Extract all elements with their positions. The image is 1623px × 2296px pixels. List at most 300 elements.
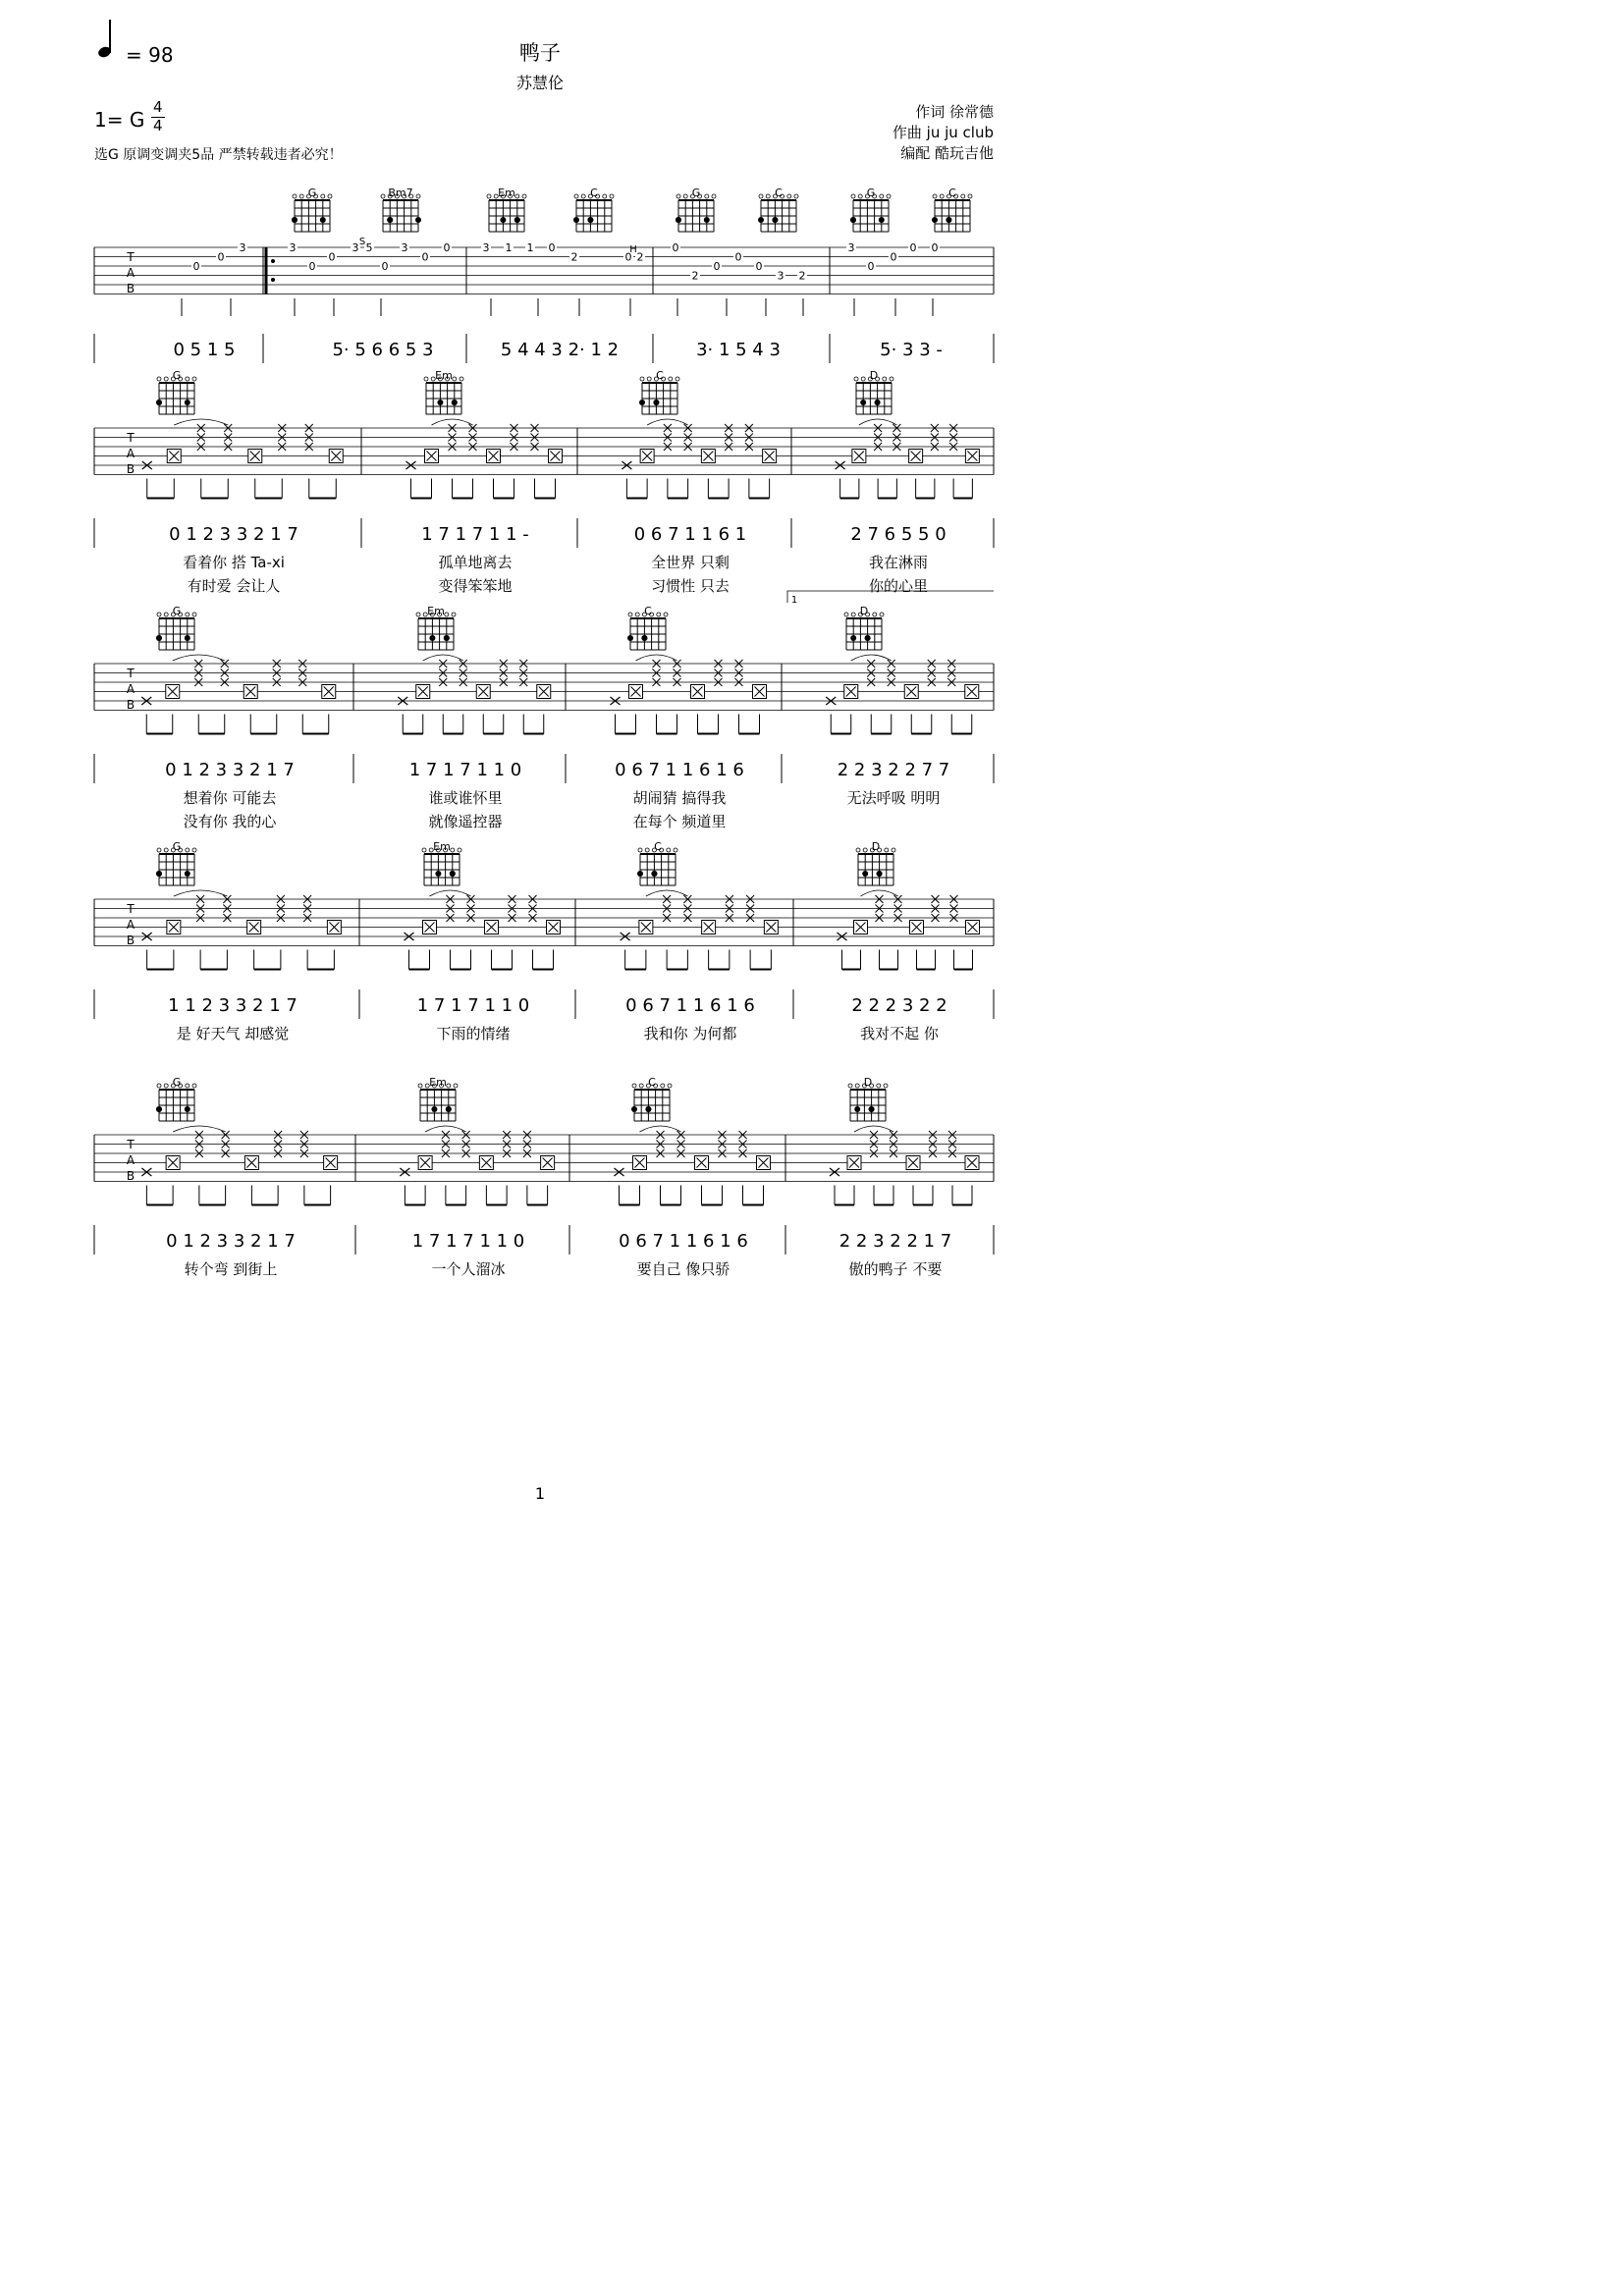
open-string-marker — [164, 1084, 168, 1088]
open-string-marker — [933, 194, 937, 198]
open-string-marker — [458, 848, 461, 852]
lyricist: 作词 徐常德 — [915, 103, 994, 121]
finger-dot — [946, 217, 951, 223]
finger-dot — [500, 217, 506, 223]
tie-arc — [174, 419, 228, 425]
fret-number: 2 — [636, 250, 644, 264]
chord-diagram-G — [850, 187, 891, 232]
chord-name: Em — [433, 840, 451, 853]
open-string-marker — [645, 848, 649, 852]
finger-dot — [415, 217, 421, 223]
fret-number: 0 — [734, 250, 742, 264]
open-string-marker — [668, 1084, 672, 1088]
chord-name: D — [869, 369, 879, 382]
fret-number: 1 — [505, 241, 513, 254]
lyric-line-1: 孤单地离去 — [438, 554, 513, 571]
credits — [893, 102, 994, 164]
chord-name: G — [172, 605, 182, 617]
open-string-marker — [581, 194, 585, 198]
numbered-notation: 3· 1 5 4 3 — [696, 340, 781, 360]
finger-dot — [437, 400, 443, 405]
open-string-marker — [164, 848, 168, 852]
chord-diagram-C — [758, 187, 798, 232]
finger-dot — [429, 635, 435, 641]
open-string-marker — [515, 194, 519, 198]
lyric-line-1: 傲的鸭子 不要 — [848, 1260, 943, 1278]
chord-name: Bm7 — [388, 187, 413, 199]
numbered-notation: 0 5 1 5 — [173, 340, 236, 360]
finger-dot — [641, 635, 647, 641]
open-string-marker — [293, 194, 297, 198]
chord-diagram-G — [156, 1076, 196, 1121]
open-string-marker — [961, 194, 965, 198]
chord-name: G — [866, 187, 876, 199]
finger-dot — [875, 400, 881, 405]
open-string-marker — [669, 377, 673, 381]
numbered-notation: 1 7 1 7 1 1 - — [421, 524, 529, 545]
open-string-marker — [192, 848, 196, 852]
fret-number: 5 — [365, 241, 373, 254]
lyric-line-1: 想着你 可能去 — [183, 789, 277, 807]
chord-name: C — [590, 187, 598, 199]
open-string-marker — [164, 613, 168, 616]
tab-clef-letter: T — [127, 1138, 135, 1151]
tie-arc — [174, 890, 228, 896]
chord-name: Em — [427, 605, 445, 617]
chord-name: C — [648, 1076, 656, 1089]
open-string-marker — [460, 377, 463, 381]
fret-number: 0 — [867, 260, 875, 273]
numbered-notation: 5· 5 6 6 5 3 — [332, 340, 434, 360]
fret-number: 3 — [847, 241, 855, 254]
chord-name: C — [775, 187, 783, 199]
open-string-marker — [628, 613, 632, 616]
chord-name: C — [644, 605, 652, 617]
numbered-notation: 1 1 2 3 3 2 1 7 — [168, 995, 298, 1016]
tab-clef-letter: A — [126, 447, 135, 460]
finger-dot — [185, 1106, 190, 1112]
open-string-marker — [452, 613, 456, 616]
open-string-marker — [422, 848, 426, 852]
open-string-marker — [453, 377, 457, 381]
numbered-notation: 0 6 7 1 1 6 1 6 — [619, 1231, 748, 1252]
numbered-notation: 0 6 7 1 1 6 1 — [633, 524, 747, 545]
open-string-marker — [887, 194, 891, 198]
finger-dot — [573, 217, 579, 223]
fret-number: 2 — [798, 269, 806, 283]
numbered-notation: 0 6 7 1 1 6 1 6 — [625, 995, 755, 1016]
repeat-dot — [271, 259, 275, 263]
chord-diagram-D — [848, 1076, 888, 1121]
open-string-marker — [447, 1084, 451, 1088]
lyric-line-1: 胡闹猜 搞得我 — [632, 789, 727, 807]
fret-number: 3 — [482, 241, 490, 254]
fret-number: 0 — [909, 241, 917, 254]
open-string-marker — [766, 194, 770, 198]
finger-dot — [156, 400, 162, 405]
chord-name: D — [871, 840, 881, 853]
chord-diagram-D — [854, 369, 893, 414]
open-string-marker — [321, 194, 325, 198]
open-string-marker — [186, 1084, 189, 1088]
open-string-marker — [299, 194, 303, 198]
fret-number: 0 — [328, 250, 336, 264]
finger-dot — [850, 635, 856, 641]
open-string-marker — [664, 613, 668, 616]
chord-diagram-G — [156, 605, 196, 650]
open-string-marker — [603, 194, 607, 198]
tie-arc — [430, 890, 471, 896]
chord-diagram-G — [292, 187, 332, 232]
tab-clef-letter: A — [126, 266, 135, 280]
open-string-marker — [890, 377, 893, 381]
open-string-marker — [416, 194, 420, 198]
open-string-marker — [416, 613, 420, 616]
open-string-marker — [880, 194, 884, 198]
fret-number: 0 — [308, 260, 316, 273]
finger-dot — [446, 1106, 452, 1112]
chord-diagram-Em — [422, 840, 461, 885]
numbered-notation: 2 2 2 3 2 2 — [851, 995, 947, 1016]
fret-number: 2 — [691, 269, 699, 283]
finger-dot — [627, 635, 633, 641]
open-string-marker — [863, 848, 867, 852]
open-string-marker — [164, 377, 168, 381]
lyric-line-2: 有时爱 会让人 — [187, 577, 281, 595]
open-string-marker — [676, 377, 679, 381]
numbered-notation: 0 1 2 3 3 2 1 7 — [169, 524, 298, 545]
tie-arc — [425, 1126, 466, 1132]
lyric-line-1: 看着你 搭 Ta-xi — [183, 554, 285, 571]
finger-dot — [869, 1106, 875, 1112]
fret-number: 0 — [890, 250, 897, 264]
finger-dot — [637, 871, 643, 877]
fret-number: 0 — [443, 241, 451, 254]
chord-name: G — [307, 187, 317, 199]
finger-dot — [435, 871, 441, 877]
finger-dot — [514, 217, 520, 223]
open-string-marker — [856, 848, 860, 852]
chord-diagram-C — [639, 369, 679, 414]
finger-dot — [320, 217, 326, 223]
open-string-marker — [883, 377, 887, 381]
open-string-marker — [157, 1084, 161, 1088]
finger-dot — [387, 217, 393, 223]
fret-number: 3 — [777, 269, 784, 283]
lyric-line-1: 是 好天气 却感觉 — [176, 1025, 290, 1042]
tab-clef-letter: A — [126, 682, 135, 696]
lyric-line-1: 我在淋雨 — [868, 554, 929, 571]
chord-diagram-C — [932, 187, 972, 232]
tie-arc — [647, 419, 688, 425]
open-string-marker — [487, 194, 491, 198]
tab-clef-letter: B — [126, 282, 135, 295]
finger-dot — [850, 217, 856, 223]
open-string-marker — [892, 848, 895, 852]
finger-dot — [639, 400, 645, 405]
finger-dot — [631, 1106, 637, 1112]
finger-dot — [676, 217, 681, 223]
finger-dot — [292, 217, 298, 223]
fret-number: 0 — [624, 250, 632, 264]
chord-diagram-Bm7 — [381, 187, 421, 232]
chord-name: Em — [498, 187, 515, 199]
open-string-marker — [381, 194, 385, 198]
lyric-line-2: 你的心里 — [868, 577, 929, 595]
lyric-line-2: 就像遥控器 — [428, 813, 503, 830]
open-string-marker — [873, 613, 877, 616]
open-string-marker — [445, 613, 449, 616]
tab-clef-letter: B — [126, 934, 135, 947]
chord-diagram-D — [856, 840, 895, 885]
finger-dot — [185, 635, 190, 641]
lyric-line-1: 转个弯 到街上 — [184, 1260, 278, 1278]
fret-number: 3 — [289, 241, 297, 254]
finger-dot — [450, 871, 456, 877]
open-string-marker — [657, 613, 661, 616]
chord-name: D — [859, 605, 869, 617]
open-string-marker — [877, 1084, 881, 1088]
finger-dot — [156, 635, 162, 641]
open-string-marker — [674, 848, 677, 852]
chord-diagram-G — [156, 369, 196, 414]
tie-arc — [859, 419, 897, 425]
open-string-marker — [454, 1084, 458, 1088]
chord-name: C — [654, 840, 662, 853]
open-string-marker — [683, 194, 687, 198]
finger-dot — [862, 871, 868, 877]
chord-diagram-C — [637, 840, 677, 885]
finger-dot — [444, 635, 450, 641]
tie-arc — [423, 655, 463, 661]
numbered-notation: 2 2 3 2 2 7 7 — [837, 760, 950, 780]
finger-dot — [156, 871, 162, 877]
slide-mark: S — [358, 237, 366, 247]
open-string-marker — [848, 1084, 852, 1088]
artist-name: 苏慧伦 — [515, 74, 564, 92]
finger-dot — [854, 1106, 860, 1112]
lyric-line-1: 我对不起 你 — [860, 1025, 939, 1042]
finger-dot — [185, 400, 190, 405]
fret-number: 0 — [755, 260, 763, 273]
tab-clef-letter: A — [126, 918, 135, 932]
open-string-marker — [574, 194, 578, 198]
open-string-marker — [451, 848, 455, 852]
chord-name: C — [948, 187, 956, 199]
open-string-marker — [157, 848, 161, 852]
lyric-line-2: 习惯性 只去 — [651, 577, 730, 595]
finger-dot — [431, 1106, 437, 1112]
tab-clef-letter: T — [127, 902, 135, 916]
open-string-marker — [858, 194, 862, 198]
song-title: 鸭子 — [519, 41, 561, 65]
open-string-marker — [639, 1084, 643, 1088]
composer: 作曲 ju ju club — [892, 124, 994, 141]
numbered-notation: 2 7 6 5 5 0 — [850, 524, 947, 545]
open-string-marker — [712, 194, 716, 198]
capo-note: 选G 原调变调夹5品 严禁转载违者必究！ — [94, 147, 343, 163]
chord-diagram-Em — [416, 605, 456, 650]
numbered-notation: 2 2 3 2 2 1 7 — [839, 1231, 952, 1252]
tab-clef-letter: T — [127, 431, 135, 445]
tie-arc — [432, 419, 473, 425]
chord-diagram-C — [631, 1076, 672, 1121]
open-string-marker — [861, 377, 865, 381]
lyric-line-1: 下雨的情绪 — [436, 1025, 511, 1042]
open-string-marker — [676, 194, 680, 198]
open-string-marker — [418, 1084, 422, 1088]
open-string-marker — [851, 613, 855, 616]
open-string-marker — [968, 194, 972, 198]
open-string-marker — [186, 377, 189, 381]
chord-name: G — [172, 840, 182, 853]
tab-clef-letter: B — [126, 1169, 135, 1183]
chord-diagram-Em — [418, 1076, 458, 1121]
lyric-line-1: 谁或谁怀里 — [428, 789, 503, 807]
fret-number: 0 — [931, 241, 939, 254]
finger-dot — [587, 217, 593, 223]
fret-number: 0 — [381, 260, 389, 273]
chord-name: G — [172, 1076, 182, 1089]
finger-dot — [156, 1106, 162, 1112]
lyric-line-1: 全世界 只剩 — [651, 554, 730, 571]
open-string-marker — [186, 613, 189, 616]
numbered-notation: 5· 3 3 - — [880, 340, 943, 360]
chord-diagram-Em — [487, 187, 526, 232]
finger-dot — [758, 217, 764, 223]
fret-number: 3 — [352, 241, 359, 254]
open-string-marker — [328, 194, 332, 198]
chord-name: Em — [429, 1076, 447, 1089]
open-string-marker — [884, 1084, 888, 1088]
numbered-notation: 0 6 7 1 1 6 1 6 — [615, 760, 744, 780]
finger-dot — [185, 871, 190, 877]
page-number: 1 — [534, 1484, 546, 1503]
open-string-marker — [661, 1084, 665, 1088]
repeat-dot — [271, 278, 275, 282]
finger-dot — [452, 400, 458, 405]
tempo-value: = 98 — [126, 43, 174, 67]
open-string-marker — [667, 848, 671, 852]
score-sheet — [0, 0, 1080, 1528]
open-string-marker — [880, 613, 884, 616]
open-string-marker — [638, 848, 642, 852]
finger-dot — [865, 635, 871, 641]
tab-clef-letter: B — [126, 698, 135, 712]
fret-number: 0 — [548, 241, 556, 254]
open-string-marker — [192, 377, 196, 381]
lyric-line-2: 没有你 我的心 — [183, 813, 277, 830]
lyric-line-1: 我和你 为何都 — [643, 1025, 737, 1042]
tab-clef-letter: A — [126, 1153, 135, 1167]
fret-number: 1 — [526, 241, 534, 254]
finger-dot — [877, 871, 883, 877]
numbered-notation: 1 7 1 7 1 1 0 — [411, 1231, 525, 1252]
chord-name: Em — [435, 369, 453, 382]
arranger: 编配 酷玩吉他 — [900, 144, 994, 162]
chord-diagram-C — [627, 605, 668, 650]
chord-diagram-D — [844, 605, 884, 650]
lyric-line-1: 一个人溜冰 — [431, 1260, 506, 1278]
fret-number: 0 — [217, 250, 225, 264]
fret-number: 0 — [421, 250, 429, 264]
finger-dot — [645, 1106, 651, 1112]
chord-name: C — [656, 369, 664, 382]
chord-name: G — [691, 187, 701, 199]
tab-clef-letter: T — [127, 667, 135, 680]
open-string-marker — [424, 377, 428, 381]
open-string-marker — [759, 194, 763, 198]
chord-name: D — [863, 1076, 873, 1089]
chord-diagram-G — [676, 187, 716, 232]
finger-dot — [653, 400, 659, 405]
tab-clef-letter: B — [126, 462, 135, 476]
tie-arc — [636, 655, 677, 661]
tie-arc — [861, 890, 898, 896]
lyric-line-1: 要自己 像只骄 — [636, 1260, 730, 1278]
open-string-marker — [787, 194, 791, 198]
chord-diagram-C — [573, 187, 614, 232]
fret-number: 0 — [672, 241, 679, 254]
numbered-notation: 0 1 2 3 3 2 1 7 — [166, 1231, 296, 1252]
open-string-marker — [192, 613, 196, 616]
fret-number: 2 — [570, 250, 578, 264]
finger-dot — [932, 217, 938, 223]
time-signature-bottom: 4 — [153, 117, 163, 134]
finger-dot — [772, 217, 778, 223]
open-string-marker — [705, 194, 709, 198]
chord-diagram-Em — [424, 369, 463, 414]
fret-number: 0 — [192, 260, 200, 273]
key-signature: 1= G — [94, 108, 145, 132]
volta-number: 1 — [790, 595, 798, 606]
open-string-marker — [635, 613, 639, 616]
open-string-marker — [186, 848, 189, 852]
lyric-line-1: 无法呼吸 明明 — [846, 789, 941, 807]
fret-number: 3 — [239, 241, 246, 254]
tie-arc — [640, 1126, 681, 1132]
tie-arc — [173, 655, 225, 661]
hammer-on-mark: H — [629, 244, 637, 255]
open-string-marker — [610, 194, 614, 198]
open-string-marker — [640, 377, 644, 381]
numbered-notation: 0 1 2 3 3 2 1 7 — [165, 760, 295, 780]
open-string-marker — [632, 1084, 636, 1088]
open-string-marker — [940, 194, 944, 198]
lyric-line-2: 在每个 频道里 — [632, 813, 727, 830]
fret-number: 3 — [401, 241, 408, 254]
open-string-marker — [844, 613, 848, 616]
numbered-notation: 1 7 1 7 1 1 0 — [408, 760, 522, 780]
open-string-marker — [794, 194, 798, 198]
tie-arc — [854, 1126, 893, 1132]
finger-dot — [704, 217, 710, 223]
open-string-marker — [855, 1084, 859, 1088]
tie-arc — [851, 655, 892, 661]
tie-arc — [173, 1126, 226, 1132]
open-string-marker — [157, 613, 161, 616]
numbered-notation: 5 4 4 3 2· 1 2 — [500, 340, 620, 360]
chord-name: G — [172, 369, 182, 382]
open-string-marker — [157, 377, 161, 381]
chord-diagram-G — [156, 840, 196, 885]
finger-dot — [879, 217, 885, 223]
open-string-marker — [854, 377, 858, 381]
tie-arc — [646, 890, 688, 896]
fret-number: 0 — [713, 260, 721, 273]
open-string-marker — [885, 848, 889, 852]
lyric-line-2: 变得笨笨地 — [438, 577, 513, 595]
